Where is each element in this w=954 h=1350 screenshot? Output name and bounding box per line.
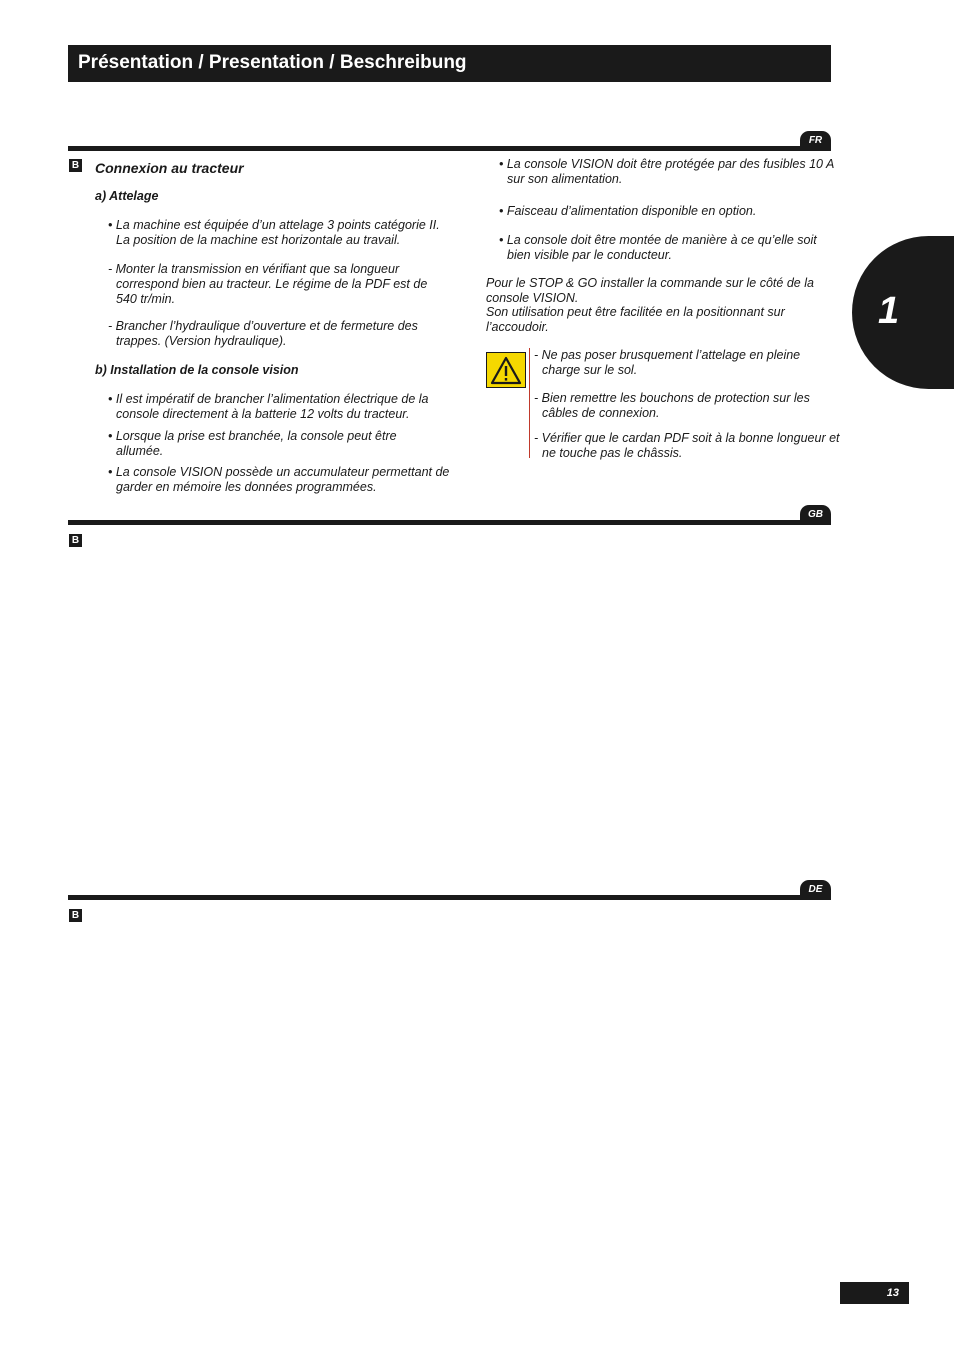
- page-header: [68, 45, 831, 82]
- list-item: • La console VISION doit être protégée par des fusibles 10 A sur son alimentation.: [499, 157, 834, 186]
- section-letter-gb: B: [69, 534, 82, 547]
- warning-item: - Vérifier que le cardan PDF soit à la bonne longueur et ne touche pas le châssis.: [534, 431, 840, 460]
- list-item: - Monter la transmission en vérifiant que sa longueur correspond bien au tracteur. Le régime de la PDF est de 540 tr/min.: [108, 262, 428, 306]
- lang-badge-fr: FR: [800, 131, 831, 150]
- page-number: 13: [840, 1282, 909, 1304]
- section-rule-de: [68, 895, 831, 900]
- section-rule-gb: [68, 520, 831, 525]
- list-item: • Lorsque la prise est branchée, la console peut être allumée.: [108, 429, 397, 458]
- list-item: • La console doit être montée de manière à ce qu’elle soit bien visible par le conducteur.: [499, 233, 817, 262]
- warning-item: - Ne pas poser brusquement l’attelage en pleine charge sur le sol.: [534, 348, 801, 377]
- list-item: • Faisceau d’alimentation disponible en option.: [499, 204, 757, 218]
- warning-rule: [529, 348, 530, 458]
- page-title: Présentation / Presentation / Beschreibung: [78, 52, 467, 73]
- chapter-tab: [852, 236, 954, 389]
- warning-item: - Bien remettre les bouchons de protection sur les câbles de connexion.: [534, 391, 810, 420]
- section-rule-fr: [68, 146, 831, 151]
- list-item: • La machine est équipée d’un attelage 3 points catégorie II. La position de la machine est horizontale au travail.: [108, 218, 440, 247]
- list-item: - Brancher l’hydraulique d’ouverture et de fermeture des trappes. (Version hydraulique).: [108, 319, 418, 348]
- section-title: Connexion au tracteur: [95, 160, 244, 176]
- subsection-a-title: a) Attelage: [95, 189, 159, 203]
- list-item: • La console VISION possède un accumulateur permettant de garder en mémoire les données programmées.: [108, 465, 450, 494]
- paragraph: Son utilisation peut être facilitée en la positionnant sur l’accoudoir.: [486, 305, 785, 334]
- paragraph: Pour le STOP & GO installer la commande sur le côté de la console VISION.: [486, 276, 814, 305]
- subsection-b-title: b) Installation de la console vision: [95, 363, 299, 377]
- warning-triangle-icon: [486, 352, 526, 388]
- warning-triangle-icon-graphic: [487, 353, 525, 387]
- lang-badge-gb: GB: [800, 505, 831, 524]
- section-letter-fr: B: [69, 159, 82, 172]
- section-letter-de: B: [69, 909, 82, 922]
- chapter-number: 1: [878, 290, 900, 332]
- lang-badge-de: DE: [800, 880, 831, 899]
- list-item: • Il est impératif de brancher l’alimentation électrique de la console directement à la batterie 12 volts du tracteur.: [108, 392, 429, 421]
